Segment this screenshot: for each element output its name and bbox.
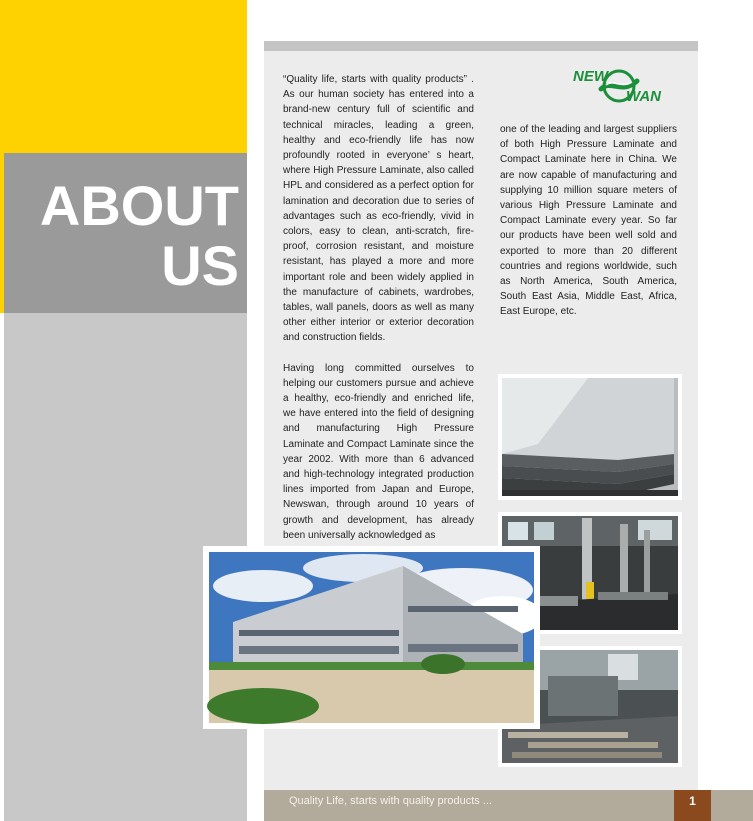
factory-building-photo — [203, 546, 540, 729]
logo-text-bottom: WAN — [626, 88, 661, 105]
newswan-logo — [570, 64, 674, 108]
page-title-line1: ABOUT — [39, 174, 239, 237]
body-text-column-2 — [500, 122, 677, 335]
yellow-accent-block — [0, 0, 247, 153]
laminate-sheets-photo — [498, 374, 682, 500]
page-title-line2: US — [161, 234, 239, 297]
footer-slogan: Quality Life, starts with quality products ... — [289, 795, 492, 807]
body-text-column-1 — [283, 72, 474, 558]
page-title — [40, 176, 239, 296]
panel-top-bar — [264, 41, 698, 51]
paragraph-history: Having long committed ourselves to helping our customers pursue and achieve a healthy, eco-friendly and enriched life, we have entered into the field of designing and manufacturing High Pressure Laminate and Compact Laminate since the year 2002. With more than 6 advanced and high-technology integrated production lines imported from Japan and Europe, Newswan, through around 10 years of growth and development, has already been universally acknowledged as — [283, 362, 474, 541]
paragraph-intro: “Quality life, starts with quality products” . As our human society has entered into a brand-new century full of scientific and technical miracles, leading a green, healthy and eco-friendly life has now profoundly rooted in everyone’ s heart, where High Pressure Laminate, also called HPL and considered as a perfect option for lamination and decoration due to series of advantages such as eco-friendly, vivid in colors, easy to clean, anti-scratch, fire-proof, corrosion resistant, and moisture resistant, has played a more and more important role and been widely applied in the manufacture of cabinets, wardrobes, tables, wall panels, doors as well as many other either interior or exterior decoration and construction fields. — [283, 74, 474, 344]
logo-text-top: NEW — [573, 68, 608, 85]
page-number: 1 — [689, 794, 696, 808]
paragraph-capacity: one of the leading and largest suppliers of both High Pressure Laminate and Compact Laminate here in China. We are now capable of manufacturing and supplying 10 million square meters of various High Pressure Laminate and Compact Laminate every year. So far our products have been well sold and exported to more than 20 different countries and regions worldwide, such as North America, South America, South East Asia, Middle East, Africa, East Europe, etc. — [500, 124, 677, 318]
